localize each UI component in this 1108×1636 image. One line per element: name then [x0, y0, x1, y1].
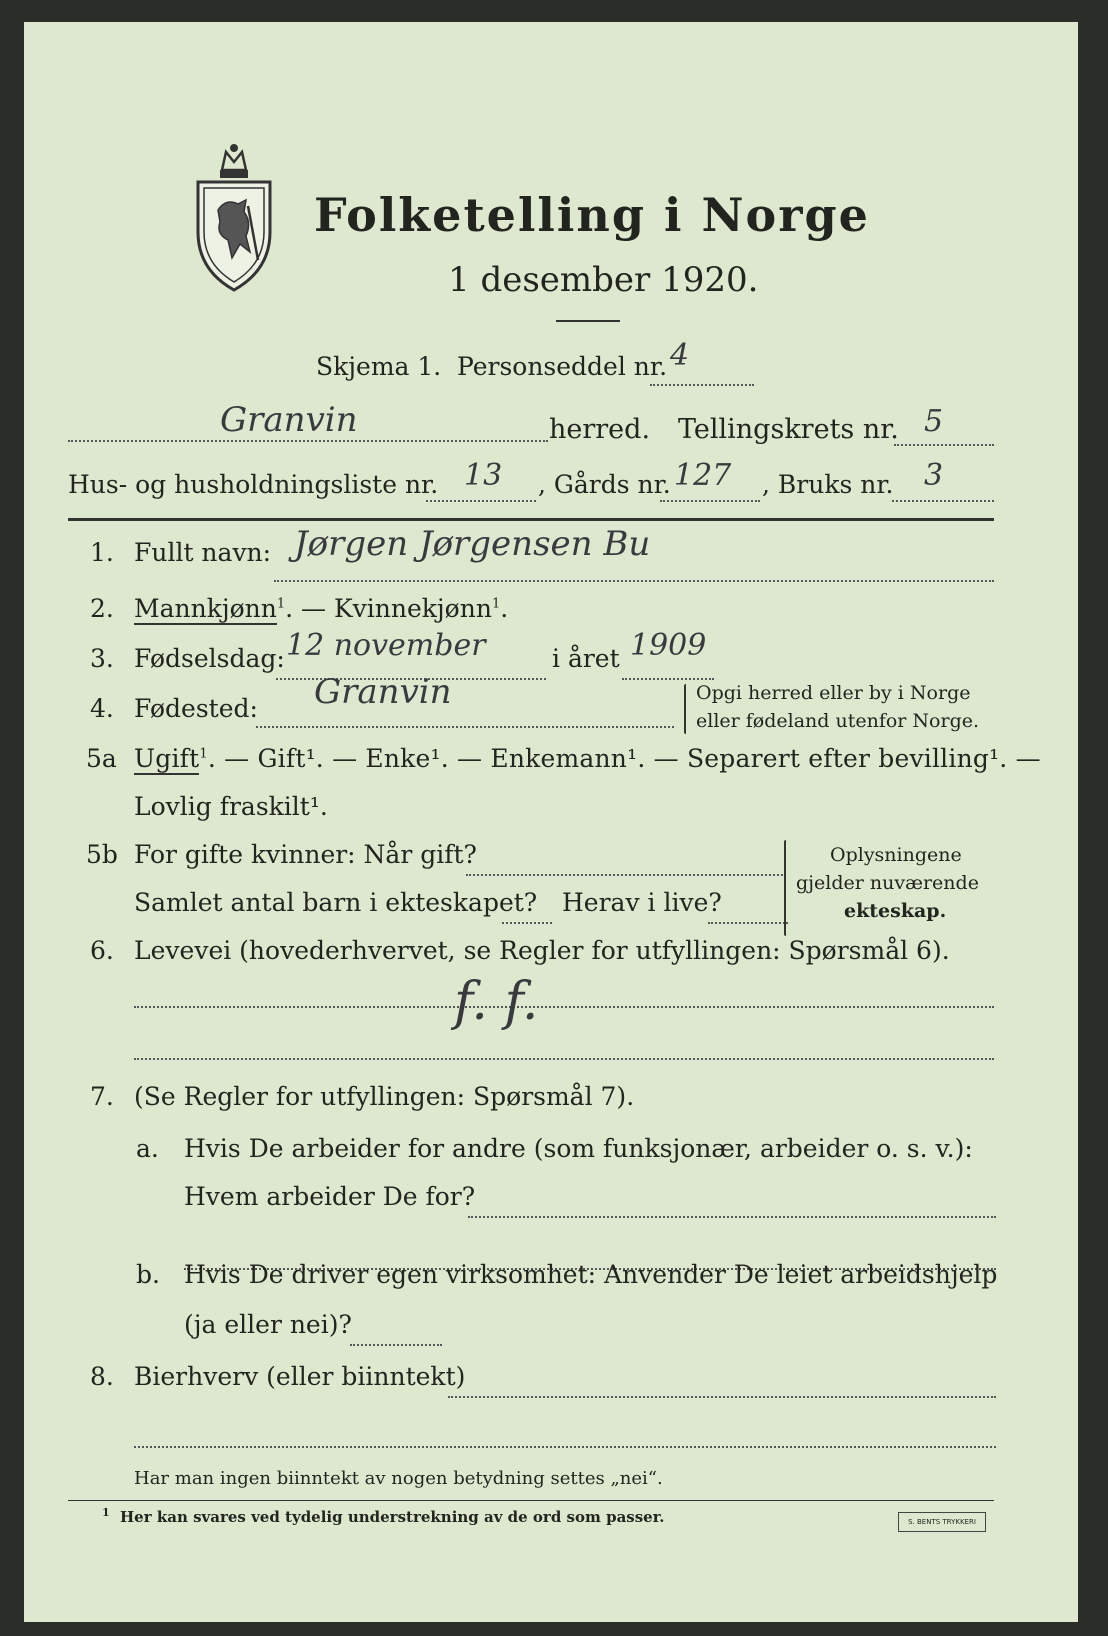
printer-stamp: S. BENTS TRYKKERI — [898, 1512, 986, 1532]
q8-number: 8. — [90, 1362, 114, 1391]
marital-options-line2: Lovlig fraskilt¹. — [134, 792, 328, 821]
birthday-value[interactable]: 12 november — [286, 628, 486, 663]
ugift-option[interactable]: Ugift — [134, 744, 200, 773]
q4-note-2: eller fødeland utenfor Norge. — [696, 710, 980, 732]
q2-number: 2. — [90, 594, 114, 623]
q4-label: Fødested: — [134, 694, 258, 723]
employer-field[interactable] — [468, 1216, 996, 1218]
full-name-value[interactable]: Jørgen Jørgensen Bu — [294, 524, 651, 564]
coat-of-arms-icon — [192, 140, 276, 292]
gards-value[interactable]: 127 — [674, 458, 732, 493]
q7b-text: Hvis De driver egen virksomhet: Anvender De leiet arbeidshjelp — [184, 1260, 998, 1289]
q3-number: 3. — [90, 644, 114, 673]
herred-value[interactable]: Granvin — [220, 400, 358, 440]
hus-value[interactable]: 13 — [464, 458, 503, 493]
gards-label: , Gårds nr. — [538, 470, 671, 499]
q3-label: Fødselsdag: — [134, 644, 285, 673]
q6-number: 6. — [90, 936, 114, 965]
title-divider — [556, 320, 620, 322]
q7a-letter: a. — [136, 1134, 159, 1163]
q1-label: Fullt navn: — [134, 538, 272, 567]
q3-year-label: i året — [552, 644, 620, 673]
q5b-number: 5b — [86, 840, 118, 869]
q5a-number: 5a — [86, 744, 117, 773]
q5b-note-3: ekteskap. — [844, 900, 947, 922]
census-form — [24, 22, 1078, 1622]
q5b-label-children: Samlet antal barn i ekteskapet? — [134, 888, 538, 917]
bruks-label: , Bruks nr. — [762, 470, 894, 499]
children-alive-field[interactable] — [708, 922, 788, 924]
q7-label: (Se Regler for utfyllingen: Spørsmål 7). — [134, 1082, 635, 1111]
q7-number: 7. — [90, 1082, 114, 1111]
census-date: 1 desember 1920. — [448, 260, 759, 300]
q8-label: Bierhverv (eller biinntekt) — [134, 1362, 466, 1391]
form-title: Folketelling i Norge — [314, 188, 870, 242]
footer-note: Har man ingen biinntekt av nogen betydning settes „nei“. — [134, 1468, 663, 1489]
q5b-note-1: Oplysningene — [830, 844, 962, 866]
bruks-value[interactable]: 3 — [924, 458, 944, 493]
q7b-letter: b. — [136, 1260, 160, 1289]
married-when-field[interactable] — [466, 874, 786, 876]
q7a-text: Hvis De arbeider for andre (som funksjonær, arbeider o. s. v.): — [184, 1134, 973, 1163]
sex-options: Mannkjønn$^1$. — Kvinnekjønn$^1$. — [134, 594, 509, 623]
footnote-number: 1 — [102, 1506, 110, 1519]
occupation-value[interactable]: f. f. — [454, 972, 539, 1032]
side-income-field[interactable] — [448, 1396, 996, 1398]
q4-number: 4. — [90, 694, 114, 723]
personseddel-value[interactable]: 4 — [670, 338, 690, 373]
hus-label: Hus- og husholdningsliste nr. — [68, 470, 439, 499]
q7b-question: (ja eller nei)? — [184, 1310, 352, 1339]
q5b-label-alive: Herav i live? — [562, 888, 722, 917]
male-option[interactable]: Mannkjønn — [134, 594, 277, 623]
tellingskrets-label: Tellingskrets nr. — [678, 414, 899, 445]
q1-number: 1. — [90, 538, 114, 567]
female-option[interactable]: Kvinnekjønn — [333, 594, 492, 623]
birth-year-value[interactable]: 1909 — [630, 628, 707, 663]
schema-label: Skjema 1. — [316, 352, 442, 381]
marital-options: Ugift$^1$. — Gift¹. — Enke¹. — Enkemann¹. — Separert efter bevilling¹. — — [134, 744, 1041, 773]
q5b-label-married: For gifte kvinner: Når gift? — [134, 840, 477, 869]
children-count-field[interactable] — [502, 922, 552, 924]
q4-note-1: Opgi herred eller by i Norge — [696, 682, 971, 704]
herred-label: herred. — [549, 414, 651, 445]
footnote-text: Her kan svares ved tydelig understrekning av de ord som passer. — [120, 1508, 665, 1526]
q6-label: Levevei (hovederhvervet, se Regler for utfyllingen: Spørsmål 6). — [134, 936, 950, 965]
tellingskrets-value[interactable]: 5 — [924, 404, 944, 439]
birthplace-value[interactable]: Granvin — [314, 672, 452, 712]
q5b-note-2: gjelder nuværende — [796, 872, 979, 894]
hired-help-field[interactable] — [350, 1344, 442, 1346]
personseddel-label: Personseddel nr. — [457, 352, 668, 381]
header-rule — [68, 518, 994, 521]
q7a-question: Hvem arbeider De for? — [184, 1182, 476, 1211]
